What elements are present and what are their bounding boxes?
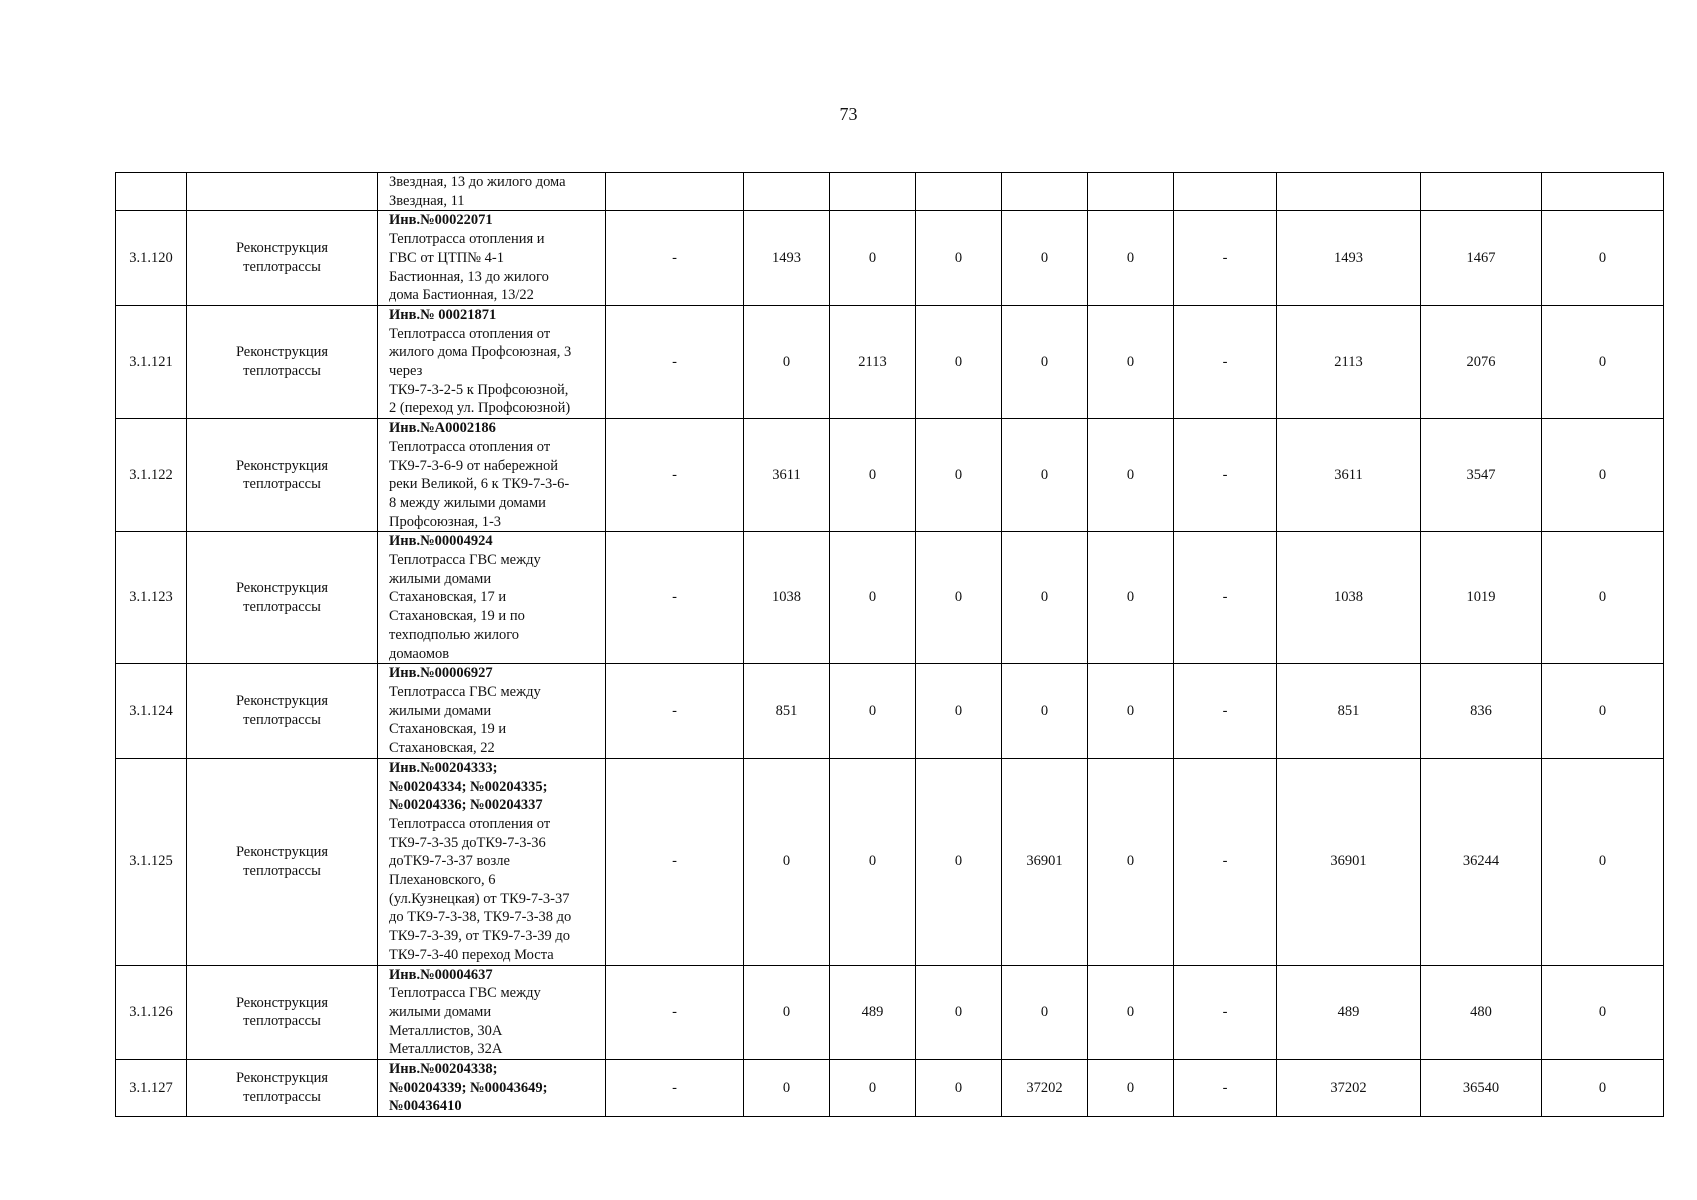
object-description-cell [378,305,606,418]
work-type-cell: Реконструкция теплотрассы [187,965,378,1060]
value-cell: 0 [916,419,1002,532]
value-cell: - [1174,965,1277,1060]
page-number: 73 [839,104,858,124]
value-cell: 489 [830,965,916,1060]
row-number-cell: 3.1.124 [116,664,187,759]
value-cell: 0 [1542,965,1664,1060]
object-description-text: Теплотрасса отопления и ГВС от ЦТП№ 4-1 Бастионная, 13 до жилого дома Бастионная, 13/22 [389,231,549,304]
inventory-number: Инв.№00204333; №00204334; №00204335; №00204336; №00204337 [389,759,548,814]
object-description-text: Теплотрасса отопления от жилого дома Профсоюзная, 3 через ТК9-7-3-2-5 к Профсоюзной, 2 (переход ул. Профсоюзной) [389,325,572,417]
object-description-cell [378,965,606,1060]
table-row [116,211,1664,306]
table-row [116,532,1664,664]
table-row [116,664,1664,759]
value-cell: 36540 [1421,1060,1542,1117]
value-cell: 36901 [1002,758,1088,965]
value-cell: 3611 [1277,419,1421,532]
value-cell: 0 [1542,664,1664,759]
table-row [116,419,1664,532]
value-cell: 0 [744,1060,830,1117]
row-number-cell: 3.1.122 [116,419,187,532]
value-cell: 0 [1088,532,1174,664]
value-cell: 836 [1421,664,1542,759]
work-type-cell [187,173,378,211]
value-cell [1174,173,1277,211]
inventory-number: Инв.№А0002186 [389,420,496,437]
value-cell: 37202 [1002,1060,1088,1117]
value-cell: 489 [1277,965,1421,1060]
row-number-cell: 3.1.125 [116,758,187,965]
value-cell: 0 [1542,758,1664,965]
value-cell: - [1174,532,1277,664]
inventory-number: Инв.№ 00021871 [389,306,497,323]
inventory-number: Инв.№00006927 [389,665,493,682]
value-cell: 0 [744,305,830,418]
value-cell: 0 [916,1060,1002,1117]
value-cell: 1038 [1277,532,1421,664]
value-cell: 0 [830,758,916,965]
value-cell: - [606,532,744,664]
value-cell: 0 [1542,1060,1664,1117]
value-cell: 1493 [744,211,830,306]
value-cell: - [606,664,744,759]
table-row [116,173,1664,211]
work-type-cell: Реконструкция теплотрассы [187,1060,378,1117]
value-cell: 480 [1421,965,1542,1060]
work-type-cell: Реконструкция теплотрассы [187,211,378,306]
value-cell: - [606,211,744,306]
value-cell: 36244 [1421,758,1542,965]
value-cell [744,173,830,211]
object-description-cell [378,211,606,306]
table-row [116,758,1664,965]
value-cell: 0 [1002,211,1088,306]
value-cell: - [606,419,744,532]
value-cell: 0 [916,758,1002,965]
object-description-text: Теплотрасса отопления от ТК9-7-3-6-9 от набережной реки Великой, 6 к ТК9-7-3-6- 8 между жилыми домами Профсоюзная, 1-3 [389,438,570,530]
value-cell [916,173,1002,211]
object-description-cell [378,532,606,664]
value-cell: 2113 [830,305,916,418]
value-cell [830,173,916,211]
value-cell: - [606,965,744,1060]
value-cell: 0 [1002,965,1088,1060]
row-number-cell [116,173,187,211]
object-description-text: Теплотрасса ГВС между жилыми домами Стахановская, 17 и Стахановская, 19 и по техподполью жилого домаомов [389,552,541,662]
inventory-number: Инв.№00004637 [389,966,493,983]
value-cell: - [1174,419,1277,532]
value-cell: 0 [916,532,1002,664]
value-cell: 0 [1088,419,1174,532]
row-number-cell: 3.1.120 [116,211,187,306]
value-cell: 0 [916,965,1002,1060]
object-description-cell [378,758,606,965]
object-description-cell [378,419,606,532]
value-cell: 0 [1002,664,1088,759]
work-type-cell: Реконструкция теплотрассы [187,758,378,965]
value-cell [1421,173,1542,211]
value-cell: - [1174,758,1277,965]
value-cell: 851 [744,664,830,759]
value-cell: 0 [830,211,916,306]
value-cell [1277,173,1421,211]
value-cell: 37202 [1277,1060,1421,1117]
value-cell: 0 [1542,419,1664,532]
value-cell: - [606,1060,744,1117]
value-cell: - [1174,211,1277,306]
value-cell: 0 [1088,758,1174,965]
value-cell: 0 [916,664,1002,759]
work-type-cell: Реконструкция теплотрассы [187,419,378,532]
value-cell: 0 [1088,965,1174,1060]
value-cell: - [1174,1060,1277,1117]
value-cell: 0 [1542,305,1664,418]
value-cell: 0 [916,305,1002,418]
value-cell [1002,173,1088,211]
value-cell: 36901 [1277,758,1421,965]
value-cell: 0 [1088,1060,1174,1117]
row-number-cell: 3.1.123 [116,532,187,664]
object-description-text: Теплотрасса отопления от ТК9-7-3-35 доТК9-7-3-36 доТК9-7-3-37 возле Плехановского, 6 (ул.Кузнецкая) от ТК9-7-3-37 до ТК9-7-3-38, ТК9-7-3-38 до ТК9-7-3-39, от ТК9-7-3-39 до ТК9-7-3-40 переход Моста [389,815,572,963]
value-cell: 1467 [1421,211,1542,306]
value-cell: 0 [1542,532,1664,664]
value-cell: 0 [916,211,1002,306]
table-row [116,305,1664,418]
value-cell: 0 [830,532,916,664]
object-description-text: Теплотрасса ГВС между жилыми домами Металлистов, 30А Металлистов, 32А [389,985,541,1058]
value-cell: 0 [1002,305,1088,418]
value-cell: - [1174,305,1277,418]
work-type-cell: Реконструкция теплотрассы [187,532,378,664]
value-cell: 0 [1088,664,1174,759]
table-body [116,173,1664,1117]
value-cell: 0 [1088,211,1174,306]
value-cell: 3611 [744,419,830,532]
value-cell: 0 [744,965,830,1060]
row-number-cell: 3.1.121 [116,305,187,418]
object-description-cell [378,1060,606,1117]
value-cell: - [606,758,744,965]
inventory-number: Инв.№00204338; №00204339; №00043649; №00436410 [389,1061,548,1115]
value-cell: 1038 [744,532,830,664]
value-cell [1542,173,1664,211]
value-cell: 0 [1002,532,1088,664]
object-description-cell [378,173,606,211]
work-type-cell: Реконструкция теплотрассы [187,305,378,418]
value-cell [606,173,744,211]
value-cell: 0 [830,1060,916,1117]
value-cell: 1493 [1277,211,1421,306]
value-cell: 0 [1088,305,1174,418]
row-number-cell: 3.1.126 [116,965,187,1060]
table-row [116,965,1664,1060]
object-description-cell [378,664,606,759]
inventory-number: Инв.№00022071 [389,212,493,229]
value-cell: - [1174,664,1277,759]
value-cell: 1019 [1421,532,1542,664]
table-row [116,1060,1664,1117]
value-cell: 0 [830,664,916,759]
value-cell: 3547 [1421,419,1542,532]
inventory-number: Инв.№00004924 [389,533,493,550]
work-type-cell: Реконструкция теплотрассы [187,664,378,759]
value-cell: 0 [744,758,830,965]
row-number-cell: 3.1.127 [116,1060,187,1117]
value-cell: 0 [1542,211,1664,306]
object-description-text: Звездная, 13 до жилого дома Звездная, 11 [389,174,566,209]
value-cell: 0 [830,419,916,532]
value-cell: 0 [1002,419,1088,532]
value-cell: 2076 [1421,305,1542,418]
value-cell: 2113 [1277,305,1421,418]
investment-table [115,172,1664,1117]
value-cell: 851 [1277,664,1421,759]
value-cell [1088,173,1174,211]
object-description-text: Теплотрасса ГВС между жилыми домами Стахановская, 19 и Стахановская, 22 [389,683,541,757]
value-cell: - [606,305,744,418]
